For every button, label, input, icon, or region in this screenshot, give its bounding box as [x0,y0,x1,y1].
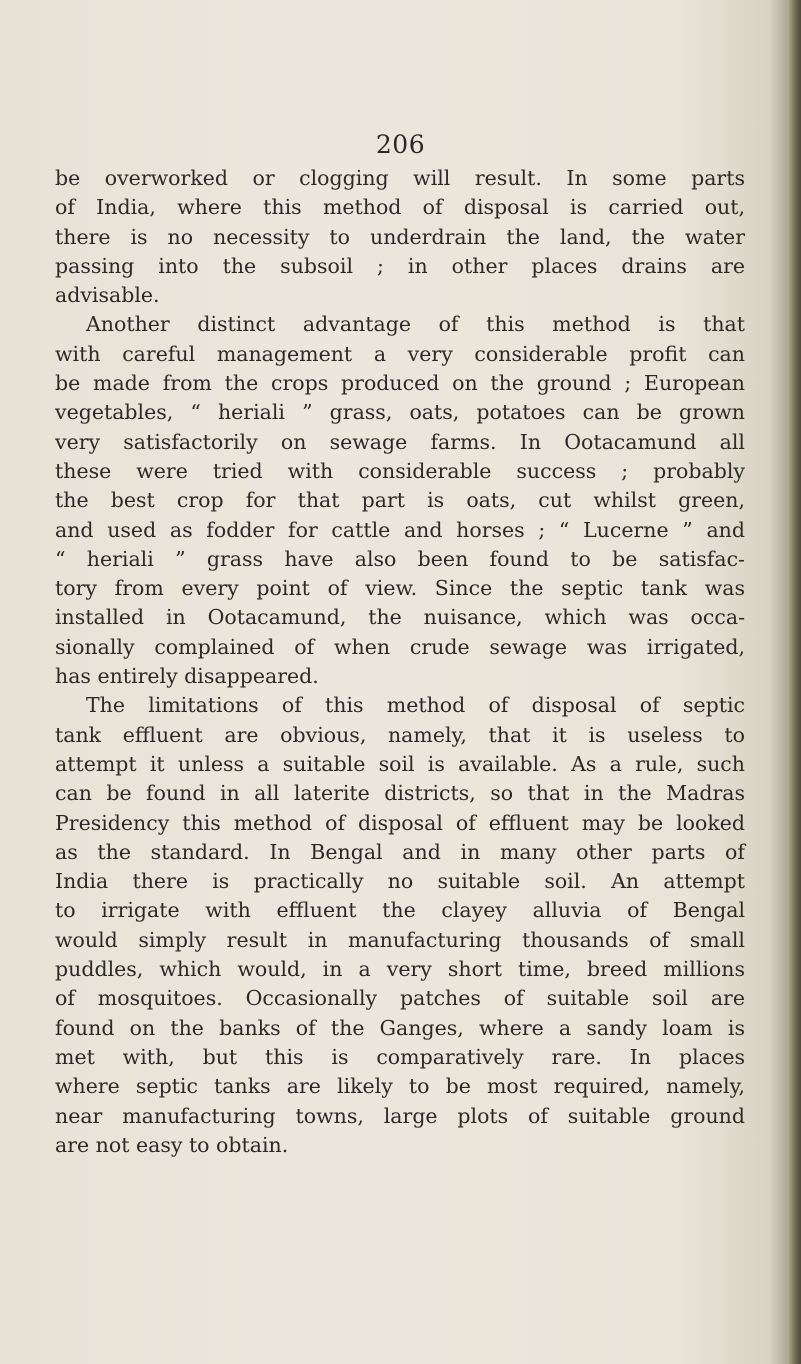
text-line: can be found in all laterite districts, so that in the Madras [55,781,745,806]
text-line: of India, where this method of disposal is carried out, [55,195,745,220]
body-text [55,164,745,1160]
text-line: tank effluent are obvious, namely, that it is useless to [55,722,745,747]
text-line: tory from every point of view. Since the septic tank was [55,576,745,601]
text-line: there is no necessity to underdrain the land, the water [55,224,745,249]
text-line: with careful management a very considerable profit can [55,341,745,366]
text-line: “ heriali ” grass have also been found to be satisfac- [55,546,745,571]
text-line: to irrigate with effluent the clayey alluvia of Bengal [55,898,745,923]
page-edge-shadow [787,0,801,1364]
text-line: attempt it unless a suitable soil is available. As a rule, such [55,751,745,776]
text-line: of mosquitoes. Occasionally patches of suitable soil are [55,986,745,1011]
text-line: where septic tanks are likely to be most required, namely, [55,1074,745,1099]
text-line: passing into the subsoil ; in other places drains are [55,253,745,278]
text-line: near manufacturing towns, large plots of suitable ground [55,1103,745,1128]
text-line: would simply result in manufacturing thousands of small [55,927,745,952]
text-line: puddles, which would, in a very short time, breed millions [55,957,745,982]
text-line: installed in Ootacamund, the nuisance, which was occa- [55,605,745,630]
text-line: Another distinct advantage of this method is that [86,312,745,337]
page-number: 206 [375,130,426,159]
text-line: be overworked or clogging will result. In some parts [55,166,745,190]
text-line: sionally complained of when crude sewage was irrigated, [55,634,745,659]
text-line: are not easy to obtain. [55,1132,289,1157]
text-line: be made from the crops produced on the ground ; European [55,371,745,396]
text-line: Presidency this method of disposal of effluent may be looked [55,810,745,835]
text-line: advisable. [55,283,160,308]
text-line: the best crop for that part is oats, cut whilst green, [55,488,745,513]
text-line: has entirely disappeared. [55,664,319,689]
text-line: these were tried with considerable success ; probably [55,458,745,483]
text-line: met with, but this is comparatively rare. In places [55,1044,745,1069]
text-line: found on the banks of the Ganges, where a sandy loam is [55,1015,745,1040]
text-line: as the standard. In Bengal and in many other parts of [55,839,745,864]
text-line: India there is practically no suitable soil. An attempt [55,869,745,894]
text-line: and used as fodder for cattle and horses ; “ Lucerne ” and [55,517,745,542]
text-line: very satisfactorily on sewage farms. In Ootacamund all [55,429,745,454]
text-line: The limitations of this method of disposal of septic [86,693,745,718]
text-line: vegetables, “ heriali ” grass, oats, potatoes can be grown [55,400,745,425]
